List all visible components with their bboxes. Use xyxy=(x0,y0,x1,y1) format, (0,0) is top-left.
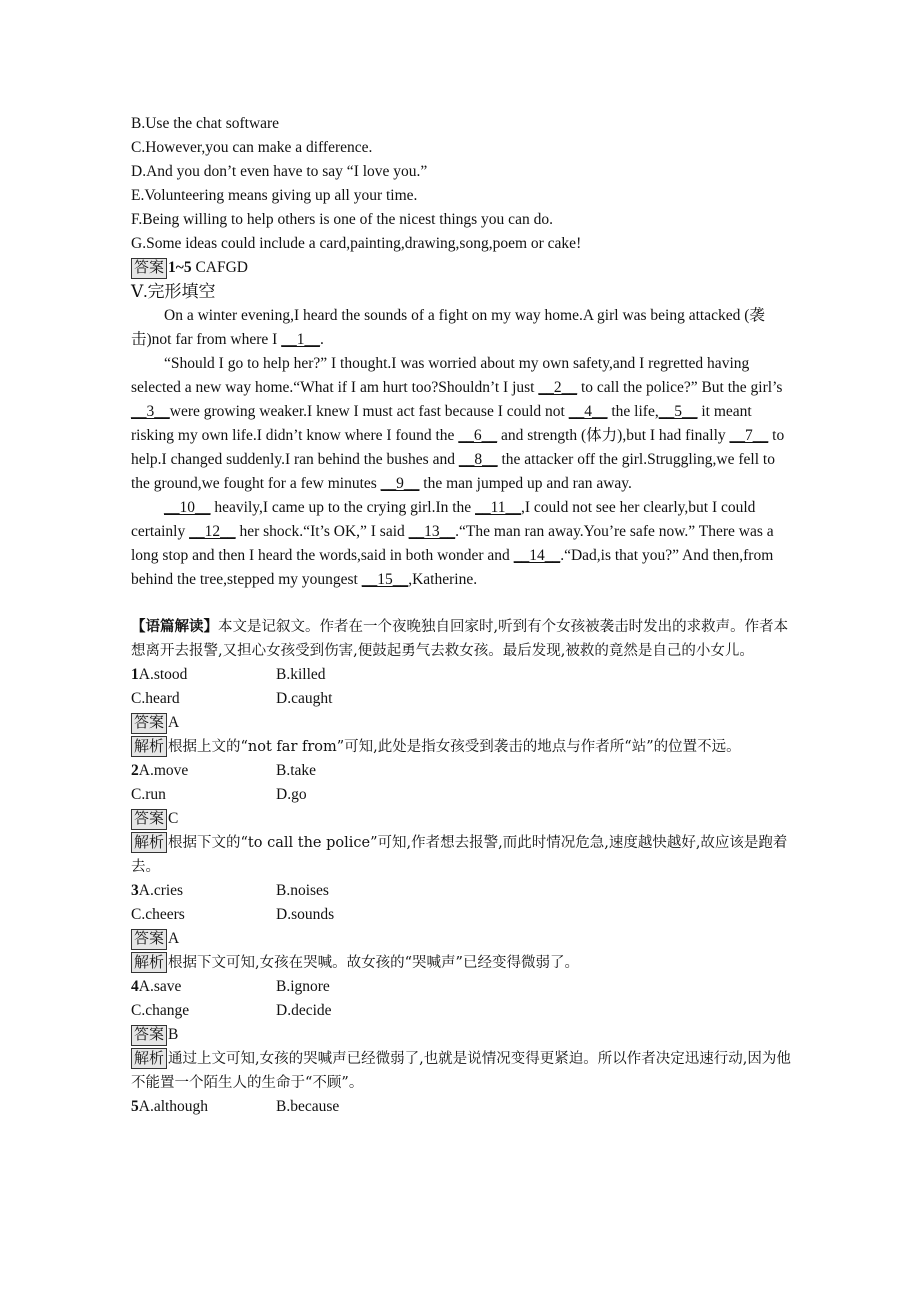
answer-range: 1~5 xyxy=(168,259,192,276)
document-page xyxy=(131,112,791,1119)
option: C.change xyxy=(131,1002,190,1019)
analysis-text: 根据下文可知,女孩在哭喊。故女孩的“哭喊声”已经变得微弱了。 xyxy=(168,955,579,971)
question-2-options-cd xyxy=(131,783,791,807)
blank-6: __6__ xyxy=(458,427,498,444)
question-3-analysis xyxy=(131,951,791,975)
option: A.cries xyxy=(138,882,184,899)
option-g: G.Some ideas could include a card,painting,drawing,song,poem or cake! xyxy=(131,235,582,252)
blank-2: __2__ xyxy=(538,379,578,396)
spacer xyxy=(131,592,791,615)
passage-text: to help.I changed suddenly.I ran behind the bushes and xyxy=(131,427,785,468)
question-4-options-ab xyxy=(131,975,791,999)
question-4-analysis xyxy=(131,1047,791,1095)
passage-text: ,Katherine. xyxy=(408,571,478,588)
passage-text: ,I could not see her clearly,but I could certainly xyxy=(131,499,756,540)
analysis-tag: 解析 xyxy=(131,832,167,853)
answer-value: C xyxy=(168,810,179,827)
question-4-answer xyxy=(131,1023,791,1047)
answer-letters: CAFGD xyxy=(191,259,248,276)
question-3-answer xyxy=(131,927,791,951)
analysis-text: 根据上文的“not far from”可知,此处是指女孩受到袭击的地点与作者所“站”的位置不远。 xyxy=(168,739,741,755)
question-number: 2 xyxy=(131,762,139,779)
option-f: F.Being willing to help others is one of the nicest things you can do. xyxy=(131,211,553,228)
question-number: 4 xyxy=(131,978,139,995)
prev-answer-line xyxy=(131,256,791,280)
passage-text: to call the police?” But the girl’s xyxy=(577,379,783,396)
option: D.sounds xyxy=(276,906,335,923)
question-1-options-ab xyxy=(131,663,791,687)
question-1-options-cd xyxy=(131,687,791,711)
blank-12: __12__ xyxy=(189,523,236,540)
answer-tag: 答案 xyxy=(131,1025,167,1046)
passage-text: “Should I go to help her?” I thought.I was worried about my own safety,and I regretted having selected a new way home.“What if I am hurt too?Shouldn’t I just xyxy=(131,355,750,396)
passage-summary xyxy=(131,615,791,663)
option: A.move xyxy=(138,762,189,779)
blank-3: __3__ xyxy=(131,403,170,420)
section-title: Ⅴ.完形填空 xyxy=(131,282,216,301)
passage-text: heavily,I came up to the crying girl.In the xyxy=(210,499,476,516)
question-2-answer xyxy=(131,807,791,831)
option: B.noises xyxy=(276,882,329,899)
blank-8: __8__ xyxy=(458,451,498,468)
passage-text: the attacker off the girl.Struggling,we fell to the ground,we fought for a few minutes xyxy=(131,451,775,492)
answer-tag: 答案 xyxy=(131,929,167,950)
question-number: 3 xyxy=(131,882,139,899)
analysis-tag: 解析 xyxy=(131,1048,167,1069)
option-e: E.Volunteering means giving up all your time. xyxy=(131,187,418,204)
question-5-options-ab xyxy=(131,1095,791,1119)
passage-text: the life, xyxy=(607,403,659,420)
option: B.take xyxy=(276,762,317,779)
summary-label: 【语篇解读】 xyxy=(131,618,218,635)
option: A.although xyxy=(138,1098,209,1115)
answer-value: A xyxy=(168,714,180,731)
answer-value: A xyxy=(168,930,180,947)
blank-1: __1__ xyxy=(281,331,320,348)
answer-tag: 答案 xyxy=(131,809,167,830)
question-number: 1 xyxy=(131,666,139,683)
option-c: C.However,you can make a difference. xyxy=(131,139,373,156)
passage-text: her shock.“It’s OK,” I said xyxy=(235,523,409,540)
blank-13: __13__ xyxy=(408,523,456,540)
summary-text: 本文是记叙文。作者在一个夜晚独自回家时,听到有个女孩被袭击时发出的求救声。作者本想离开去报警,又担心女孩受到伤害,便鼓起勇气去救女孩。最后发现,被救的竟然是自己的小女儿。 xyxy=(131,619,789,659)
blank-10: __10__ xyxy=(164,499,211,516)
option: C.cheers xyxy=(131,906,185,923)
answer-value: B xyxy=(168,1026,179,1043)
passage-paragraph-3 xyxy=(131,496,791,592)
answer-tag: 答案 xyxy=(131,258,167,279)
analysis-text: 通过上文可知,女孩的哭喊声已经微弱了,也就是说情况变得更紧迫。所以作者决定迅速行动,因为他不能置一个陌生人的生命于“不顾”。 xyxy=(131,1051,791,1091)
question-2-analysis xyxy=(131,831,791,879)
passage-text: . xyxy=(319,331,324,348)
passage-paragraph-2 xyxy=(131,352,791,496)
analysis-tag: 解析 xyxy=(131,736,167,757)
blank-7: __7__ xyxy=(729,427,769,444)
blank-5: __5__ xyxy=(658,403,698,420)
analysis-tag: 解析 xyxy=(131,952,167,973)
option: D.caught xyxy=(276,690,333,707)
option: A.save xyxy=(138,978,182,995)
option: B.ignore xyxy=(276,978,330,995)
question-2-options-ab xyxy=(131,759,791,783)
question-3-options-cd xyxy=(131,903,791,927)
blank-14: __14__ xyxy=(513,547,561,564)
analysis-text: 根据下文的“to call the police”可知,作者想去报警,而此时情况危急,速度越快越好,故应该是跑着去。 xyxy=(131,835,788,875)
passage-text: it meant risking my own life.I didn’t know where I found the xyxy=(131,403,752,444)
passage-paragraph-1 xyxy=(131,304,791,352)
option: C.run xyxy=(131,786,166,803)
blank-4: __4__ xyxy=(568,403,608,420)
option: D.go xyxy=(276,786,307,803)
question-1-analysis xyxy=(131,735,791,759)
passage-text: On a winter evening,I heard the sounds of a fight on my way home.A girl was being attacked (袭击)not far from where I xyxy=(131,307,765,348)
question-4-options-cd xyxy=(131,999,791,1023)
question-1-answer xyxy=(131,711,791,735)
question-number: 5 xyxy=(131,1098,139,1115)
option: B.killed xyxy=(276,666,326,683)
option: A.stood xyxy=(138,666,188,683)
option: B.because xyxy=(276,1098,340,1115)
passage-text: were growing weaker.I knew I must act fast because I could not xyxy=(169,403,569,420)
answer-tag: 答案 xyxy=(131,713,167,734)
question-3-options-ab xyxy=(131,879,791,903)
option-b: B.Use the chat software xyxy=(131,115,280,132)
passage-text: .“Dad,is that you?” And then,from behind the tree,stepped my youngest xyxy=(131,547,774,588)
option: C.heard xyxy=(131,690,180,707)
option: D.decide xyxy=(276,1002,332,1019)
option-d: D.And you don’t even have to say “I love you.” xyxy=(131,163,428,180)
blank-15: __15__ xyxy=(361,571,409,588)
blank-11: __11__ xyxy=(475,499,521,516)
passage-text: .“The man ran away.You’re safe now.” There was a long stop and then I heard the words,said in both wonder and xyxy=(131,523,774,564)
passage-text: the man jumped up and ran away. xyxy=(419,475,632,492)
passage-text: and strength (体力),but I had finally xyxy=(497,427,730,444)
blank-9: __9__ xyxy=(380,475,420,492)
